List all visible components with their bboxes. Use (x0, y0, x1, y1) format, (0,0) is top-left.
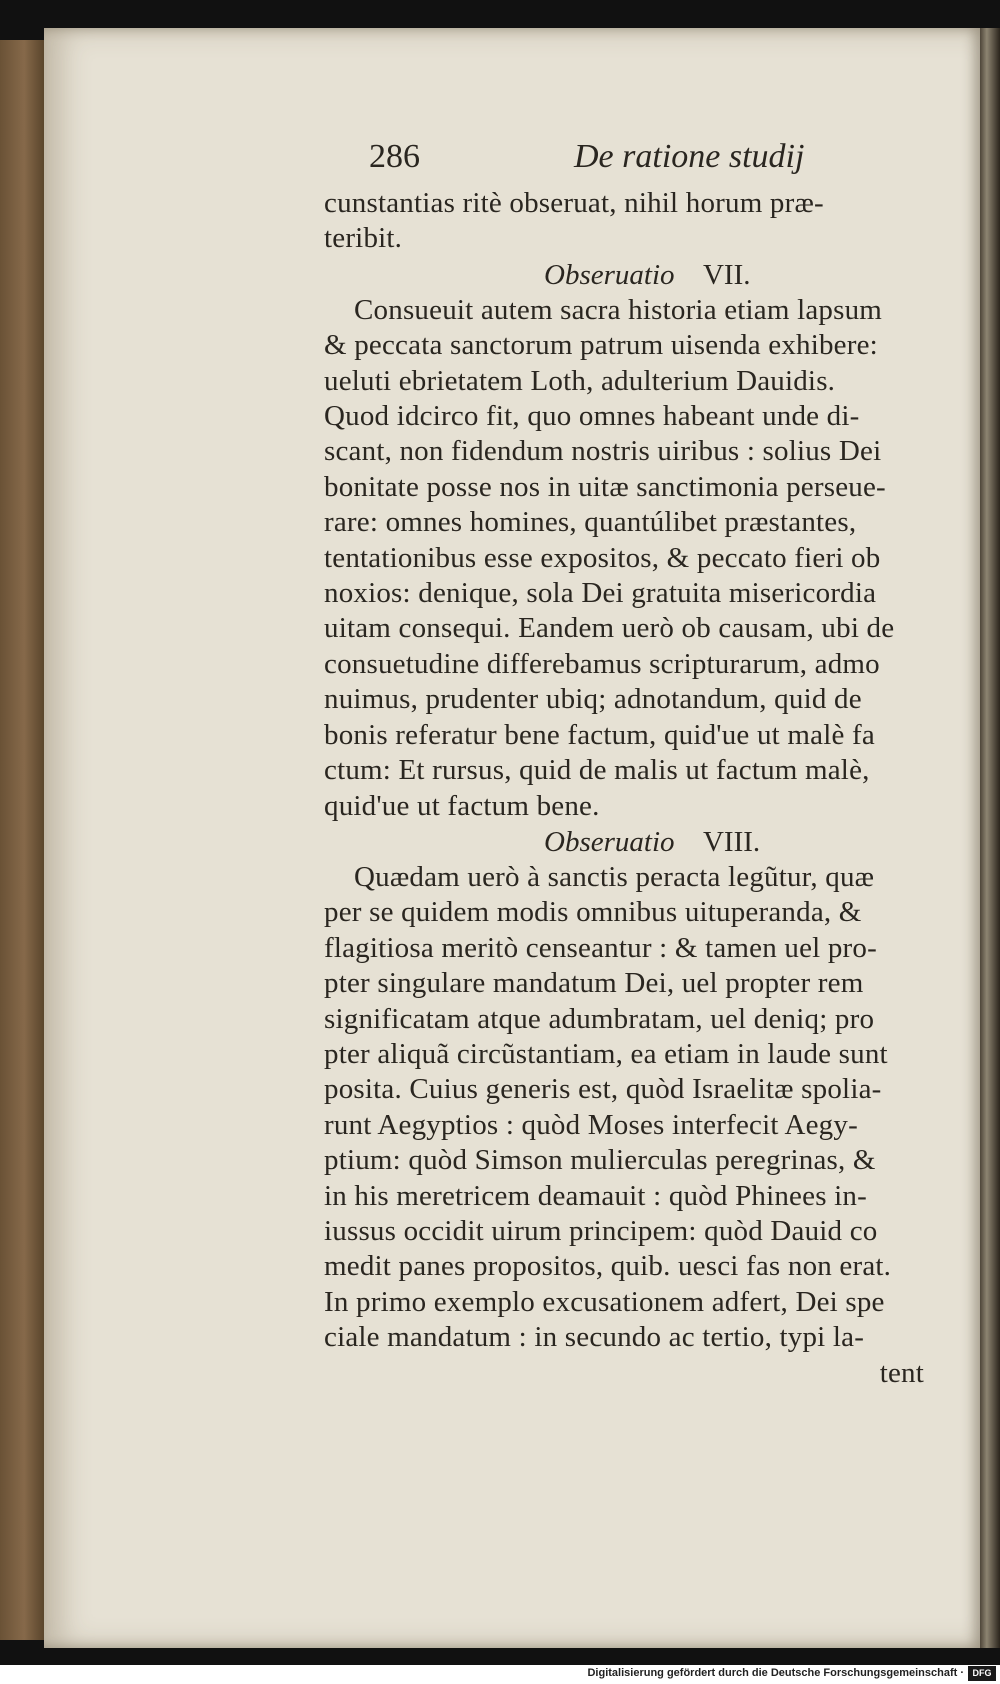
heading-number: VII. (702, 258, 751, 291)
dfg-logo-icon: DFG (968, 1666, 996, 1681)
section-heading-vii (324, 257, 924, 293)
text-line: consuetudine differebamus scripturarum, admo (324, 647, 880, 680)
text-line: ctum: Et rursus, quid de malis ut factum malè, (324, 754, 870, 787)
heading-word: Obseruatio (544, 825, 675, 858)
running-title: De ratione studij (574, 138, 805, 175)
text-line: uitam consequi. Eandem uerò ob causam, ubi de (324, 612, 895, 645)
text-line: Quod idcirco fit, quo omnes habeant unde di- (324, 400, 860, 433)
text-line: pter singulare mandatum Dei, uel propter rem (324, 967, 864, 1000)
text-line: per se quidem modis omnibus uituperanda, & (324, 896, 862, 929)
book-page (44, 28, 980, 1648)
page-edges (978, 28, 1000, 1648)
text-line: cunstantias ritè obseruat, nihil horum præ- (324, 187, 824, 219)
text-line: medit panes propositos, quib. uesci fas non erat. (324, 1250, 892, 1283)
text-line: in his meretricem deamauit : quòd Phinees in- (324, 1179, 867, 1212)
text-line: Quædam uerò à sanctis peracta legũtur, quæ (354, 860, 875, 893)
text-block (324, 138, 924, 1391)
text-line: quid'ue ut factum bene. (324, 789, 600, 822)
heading-number: VIII. (702, 825, 761, 858)
text-line: ueluti ebrietatem Loth, adulterium Dauidis. (324, 364, 836, 397)
text-line: tentationibus esse expositos, & peccato fieri ob (324, 541, 881, 574)
text-line: noxios: denique, sola Dei gratuita misericordia (324, 577, 877, 610)
running-head (324, 138, 924, 186)
text-line: significatam atque adumbratam, uel deniq; pro (324, 1002, 875, 1035)
text-line: Consueuit autem sacra historia etiam lapsum (354, 293, 883, 326)
text-line: flagitiosa meritò censeantur : & tamen uel pro- (324, 931, 877, 964)
page-number: 286 (369, 138, 420, 175)
text-line: In primo exemplo excusationem adfert, Dei spe (324, 1285, 885, 1318)
text-line: pter aliquã circũstantiam, ea etiam in laude sunt (324, 1037, 888, 1070)
text-line: ptium: quòd Simson mulierculas peregrinas, & (324, 1144, 876, 1177)
text-line: runt Aegyptios : quòd Moses interfecit Aegy- (324, 1108, 858, 1141)
text-line: posita. Cuius generis est, quòd Israelitæ spolia- (324, 1073, 882, 1106)
text-line: & peccata sanctorum patrum uisenda exhibere: (324, 329, 878, 362)
text-line: iussus occidit uirum principem: quòd Dauid co (324, 1214, 878, 1247)
text-line: nuimus, prudenter ubiq; adnotandum, quid de (324, 683, 862, 716)
text-line: bonis referatur bene factum, quid'ue ut malè fa (324, 718, 875, 751)
heading-word: Obseruatio (544, 258, 675, 291)
footer-bar (0, 1665, 1000, 1684)
text-line: ciale mandatum : in secundo ac tertio, typi la- (324, 1321, 865, 1354)
text-line: scant, non fidendum nostris uiribus : solius Dei (324, 435, 882, 468)
text-line: teribit. (324, 222, 403, 255)
funding-credit: Digitalisierung gefördert durch die Deutsche Forschungsgemeinschaft · (587, 1667, 964, 1679)
section-heading-viii (324, 824, 924, 860)
catchword: tent (879, 1356, 924, 1389)
text-line: rare: omnes homines, quantúlibet præstantes, (324, 506, 857, 539)
text-line: bonitate posse nos in uitæ sanctimonia perseue- (324, 470, 886, 503)
book-cover-edge (0, 40, 44, 1640)
